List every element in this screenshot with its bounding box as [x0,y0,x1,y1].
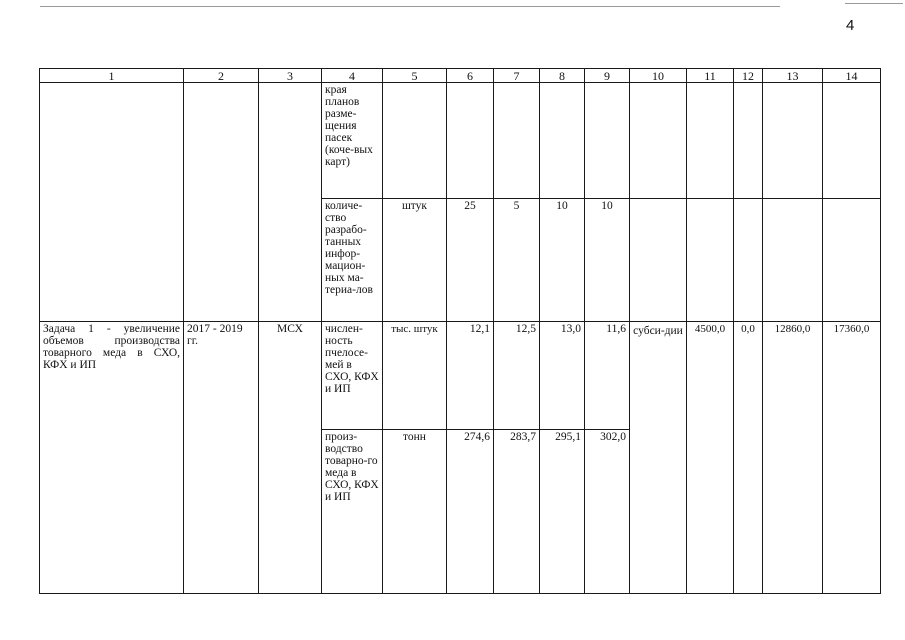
executor-cell: МСХ [259,322,322,594]
indicator-cell: числен-ность пчелосе-мей в СХО, КФХ и ИП [322,322,383,430]
header-row [40,69,881,83]
scan-top-right-line [845,3,903,4]
value-cell [823,83,881,199]
indicator-cell: количе-ство разрабо-танных инфор-мацион-ных ма-териа-лов [322,199,383,322]
value-cell: 4500,0 [687,322,734,594]
header-cell: 8 [540,69,585,83]
value-cell: 25 [447,199,494,322]
header-cell: 10 [630,69,687,83]
indicator-cell: края планов разме-щения пасек (коче-вых карт) [322,83,383,199]
unit-cell [383,83,447,199]
value-cell: 274,6 [447,430,494,594]
task-cell-empty [40,83,184,322]
indicator-cell: произ-водство товарно-го меда в СХО, КФХ и ИП [322,430,383,594]
value-cell [763,83,823,199]
value-cell: 11,6 [585,322,630,430]
header-cell: 12 [734,69,763,83]
value-cell [585,83,630,199]
header-cell: 9 [585,69,630,83]
source-cell [630,199,687,322]
value-cell [494,83,540,199]
source-cell [630,83,687,199]
period-cell-empty [184,83,259,322]
unit-cell: тыс. штук [383,322,447,430]
value-cell: 302,0 [585,430,630,594]
source-cell: субси-дии [630,322,687,594]
value-cell [734,83,763,199]
value-cell: 10 [585,199,630,322]
header-cell: 2 [184,69,259,83]
value-cell [447,83,494,199]
header-cell: 11 [687,69,734,83]
unit-cell: штук [383,199,447,322]
unit-cell: тонн [383,430,447,594]
header-cell: 3 [259,69,322,83]
value-cell: 12,5 [494,322,540,430]
value-cell: 0,0 [734,322,763,594]
value-cell [687,83,734,199]
header-cell: 6 [447,69,494,83]
header-cell: 1 [40,69,184,83]
value-cell [763,199,823,322]
scan-top-line [40,6,780,7]
header-cell: 5 [383,69,447,83]
header-cell: 13 [763,69,823,83]
program-table [39,68,881,594]
header-cell: 4 [322,69,383,83]
value-cell: 283,7 [494,430,540,594]
value-cell: 10 [540,199,585,322]
value-cell [540,83,585,199]
value-cell [823,199,881,322]
header-cell: 7 [494,69,540,83]
table-row [40,322,881,430]
value-cell [687,199,734,322]
executor-cell-empty [259,83,322,322]
value-cell: 5 [494,199,540,322]
value-cell: 13,0 [540,322,585,430]
period-cell: 2017 - 2019 гг. [184,322,259,594]
header-cell: 14 [823,69,881,83]
table-row [40,83,881,199]
value-cell: 12,1 [447,322,494,430]
task-cell: Задача 1 - увеличение объемов производства товарного меда в СХО, КФХ и ИП [40,322,184,594]
value-cell [734,199,763,322]
value-cell: 12860,0 [763,322,823,594]
page-number: 4 [846,17,855,34]
value-cell: 295,1 [540,430,585,594]
value-cell: 17360,0 [823,322,881,594]
